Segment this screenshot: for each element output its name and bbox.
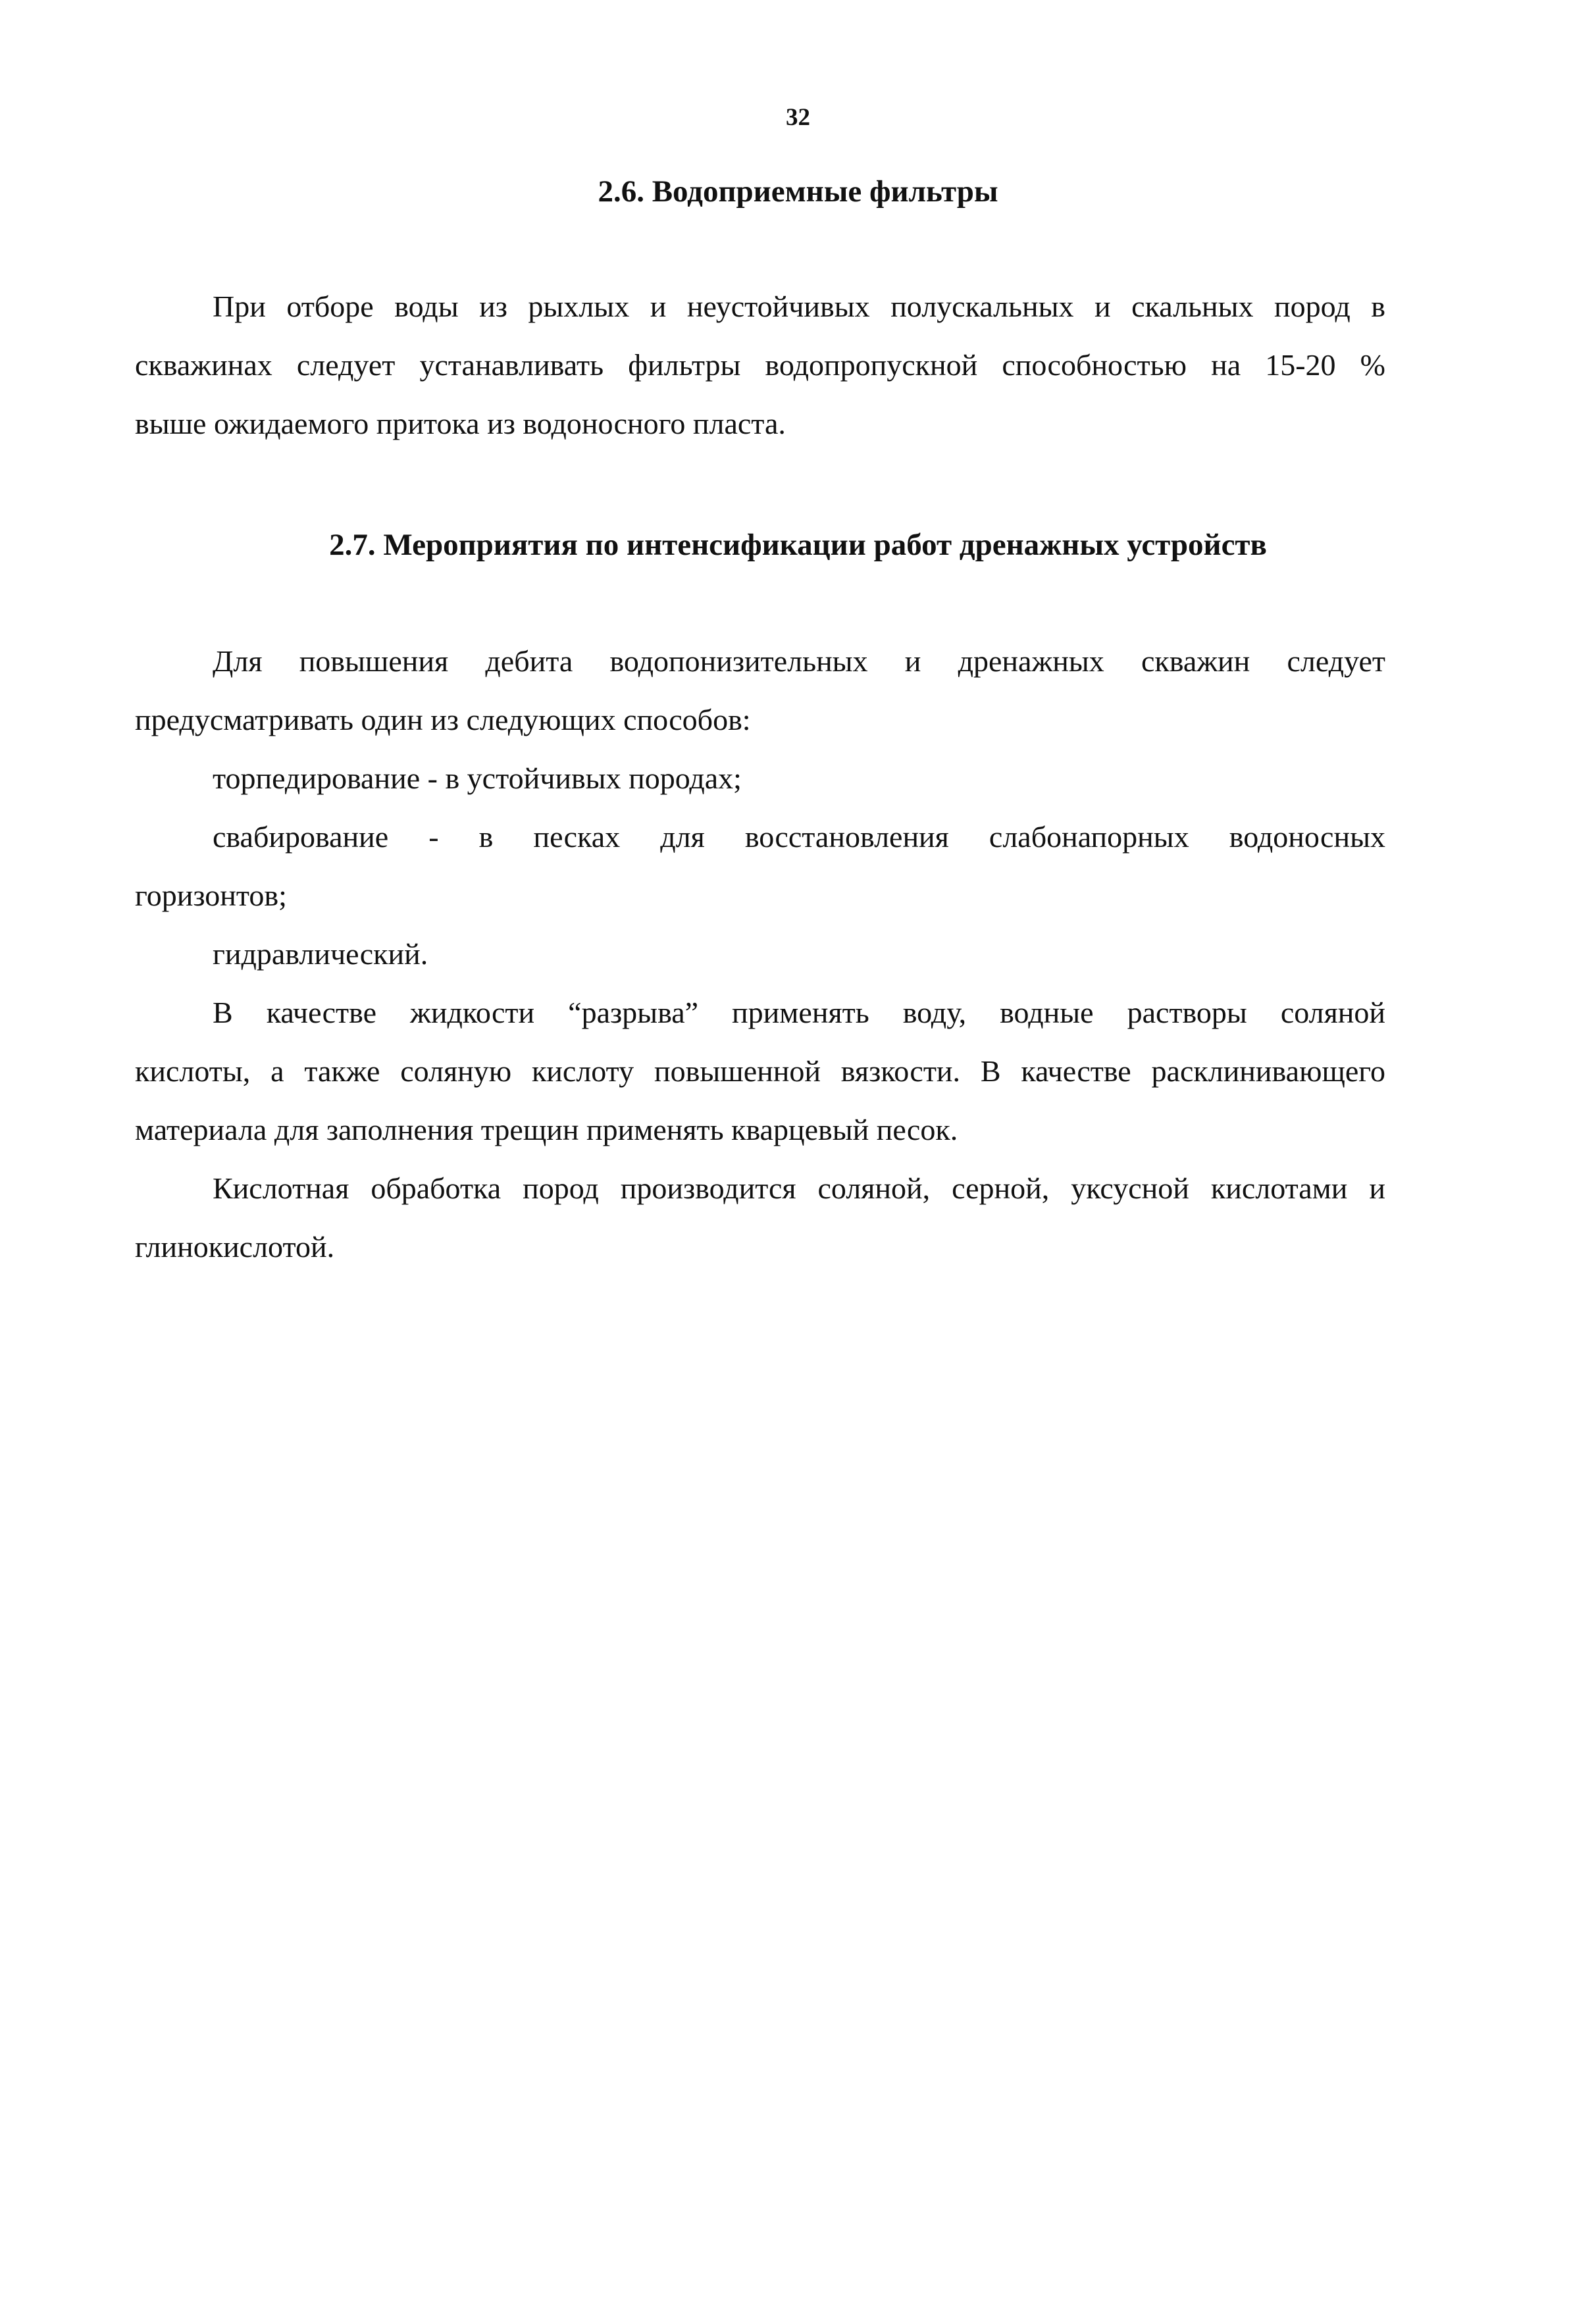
paragraph-line: глинокислотой. [135,1230,335,1264]
list-item: торпедирование - в устойчивых породах; [213,761,742,795]
section-heading-2-6: 2.6. Водоприемные фильтры [598,174,998,209]
paragraph-line: Кислотная обработка пород производится соляной, серной, уксусной кислотами и [213,1171,1385,1205]
paragraph-line: Для повышения дебита водопонизительных и дренажных скважин следует [213,644,1385,678]
paragraph-line: скважинах следует устанавливать фильтры водопропускной способностью на 15-20 % [135,348,1385,382]
paragraph-line: При отборе воды из рыхлых и неустойчивых полускальных и скальных пород в [213,290,1385,323]
paragraph-line: В качестве жидкости “разрыва” применять воду, водные растворы соляной [213,996,1385,1029]
paragraph-line: материала для заполнения трещин применять кварцевый песок. [135,1113,958,1146]
section-heading-2-7: 2.7. Мероприятия по интенсификации работ дренажных устройств [329,528,1267,562]
paragraph-line: предусматривать один из следующих способов: [135,703,751,736]
list-item: свабирование - в песках для восстановления слабонапорных водоносных [213,820,1385,854]
page-number: 32 [786,104,810,131]
paragraph-line: выше ожидаемого притока из водоносного пласта. [135,407,786,440]
paragraph-line: кислоты, а также соляную кислоту повышенной вязкости. В качестве расклинивающего [135,1054,1385,1088]
list-item-continuation: горизонтов; [135,879,287,912]
list-item: гидравлический. [213,937,428,971]
